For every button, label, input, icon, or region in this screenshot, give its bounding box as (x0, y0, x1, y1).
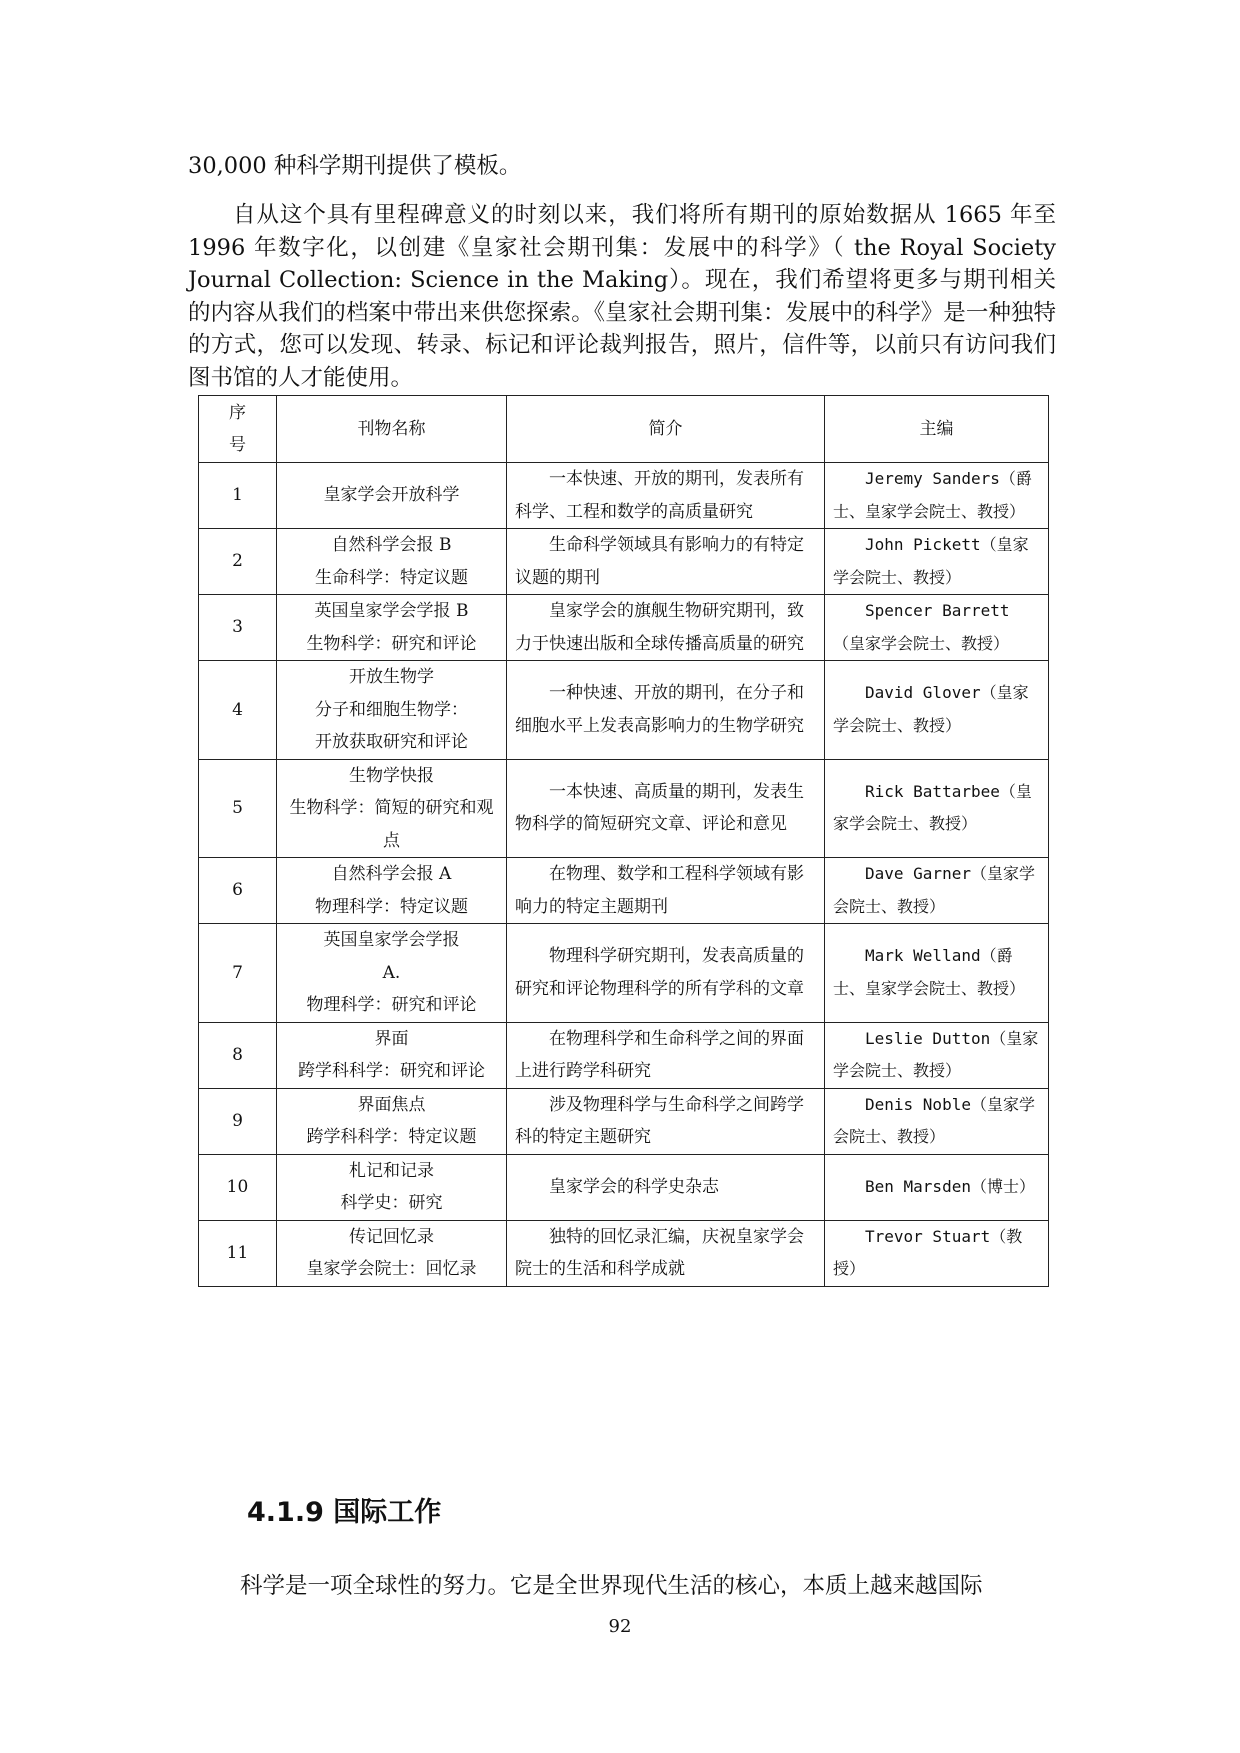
table-row (199, 858, 1049, 924)
journal-name: 自然科学会报 A 物理科学：特定议题 (277, 858, 507, 924)
table-row (199, 1088, 1049, 1154)
row-number: 2 (199, 529, 277, 595)
journal-name: 开放生物学 分子和细胞生物学： 开放获取研究和评论 (277, 661, 507, 760)
row-number: 6 (199, 858, 277, 924)
journal-name: 界面焦点 跨学科科学：特定议题 (277, 1088, 507, 1154)
journal-editor: Jeremy Sanders（爵士、皇家学会院士、教授） (825, 463, 1049, 529)
journal-name: 生物学快报 生物科学：简短的研究和观点 (277, 759, 507, 858)
journal-editor: Leslie Dutton（皇家学会院士、教授） (825, 1022, 1049, 1088)
table-row (199, 1154, 1049, 1220)
journal-editor: Dave Garner（皇家学会院士、教授） (825, 858, 1049, 924)
header-cell-name: 刊物名称 (277, 396, 507, 463)
journal-table (198, 395, 1049, 1287)
journal-editor: John Pickett（皇家学会院士、教授） (825, 529, 1049, 595)
section-heading: 4.1.9 国际工作 (247, 1497, 442, 1528)
journal-editor: Mark Welland（爵士、皇家学会院士、教授） (825, 924, 1049, 1023)
row-number: 3 (199, 595, 277, 661)
journal-name: 界面 跨学科科学：研究和评论 (277, 1022, 507, 1088)
table-row (199, 1220, 1049, 1286)
journal-name: 传记回忆录 皇家学会院士：回忆录 (277, 1220, 507, 1286)
table-row (199, 463, 1049, 529)
journal-description: 物理科学研究期刊，发表高质量的研究和评论物理科学的所有学科的文章 (507, 924, 825, 1023)
table-header-row (199, 396, 1049, 463)
page-number: 92 (608, 1616, 632, 1637)
table-row (199, 595, 1049, 661)
table-row (199, 529, 1049, 595)
journal-name: 自然科学会报 B 生命科学：特定议题 (277, 529, 507, 595)
journal-description: 皇家学会的科学史杂志 (507, 1154, 825, 1220)
table-row (199, 924, 1049, 1023)
journal-name: 英国皇家学会学报 A. 物理科学：研究和评论 (277, 924, 507, 1023)
journal-editor: David Glover（皇家学会院士、教授） (825, 661, 1049, 760)
journal-editor: Rick Battarbee（皇家学会院士、教授） (825, 759, 1049, 858)
paragraph: 科学是一项全球性的努力。它是全世界现代生活的核心，本质上越来越国际 (240, 1573, 983, 1599)
journal-name: 札记和记录 科学史：研究 (277, 1154, 507, 1220)
table-row (199, 661, 1049, 760)
paragraph: 自从这个具有里程碑意义的时刻以来，我们将所有期刊的原始数据从 1665 年至 1996 年数字化，以创建《皇家社会期刊集：发展中的科学》（ the Royal Society Journal Collection: Science in the Making）。现在，我们希望将更多与期刊相关的内容从我们的档案中带出来供您探索。《皇家社会期刊集：发展中的科学》是一种独特的方式，您可以发现、转录、标记和评论裁判报告，照片，信件等，以前只有访问我们图书馆的人才能使用。 (188, 202, 1056, 391)
journal-description: 在物理科学和生命科学之间的界面上进行跨学科研究 (507, 1022, 825, 1088)
header-cell-number: 序 号 (199, 396, 277, 463)
journal-description: 一本快速、开放的期刊，发表所有科学、工程和数学的高质量研究 (507, 463, 825, 529)
journal-description: 生命科学领域具有影响力的有特定议题的期刊 (507, 529, 825, 595)
header-cell-description: 简介 (507, 396, 825, 463)
header-cell-editor: 主编 (825, 396, 1049, 463)
journal-name: 皇家学会开放科学 (277, 463, 507, 529)
journal-description: 独特的回忆录汇编，庆祝皇家学会院士的生活和科学成就 (507, 1220, 825, 1286)
journal-description: 涉及物理科学与生命科学之间跨学科的特定主题研究 (507, 1088, 825, 1154)
row-number: 7 (199, 924, 277, 1023)
paragraph: 30,000 种科学期刊提供了模板。 (188, 153, 522, 179)
row-number: 9 (199, 1088, 277, 1154)
journal-editor: Denis Noble（皇家学会院士、教授） (825, 1088, 1049, 1154)
journal-description: 在物理、数学和工程科学领域有影响力的特定主题期刊 (507, 858, 825, 924)
journal-editor: Ben Marsden（博士） (825, 1154, 1049, 1220)
table-row (199, 1022, 1049, 1088)
row-number: 4 (199, 661, 277, 760)
row-number: 5 (199, 759, 277, 858)
journal-editor: Spencer Barrett（皇家学会院士、教授） (825, 595, 1049, 661)
row-number: 11 (199, 1220, 277, 1286)
journal-name: 英国皇家学会学报 B 生物科学：研究和评论 (277, 595, 507, 661)
row-number: 1 (199, 463, 277, 529)
row-number: 8 (199, 1022, 277, 1088)
journal-description: 一种快速、开放的期刊，在分子和细胞水平上发表高影响力的生物学研究 (507, 661, 825, 760)
row-number: 10 (199, 1154, 277, 1220)
table-row (199, 759, 1049, 858)
journal-description: 一本快速、高质量的期刊，发表生物科学的简短研究文章、评论和意见 (507, 759, 825, 858)
journal-editor: Trevor Stuart（教授） (825, 1220, 1049, 1286)
journal-description: 皇家学会的旗舰生物研究期刊，致力于快速出版和全球传播高质量的研究 (507, 595, 825, 661)
